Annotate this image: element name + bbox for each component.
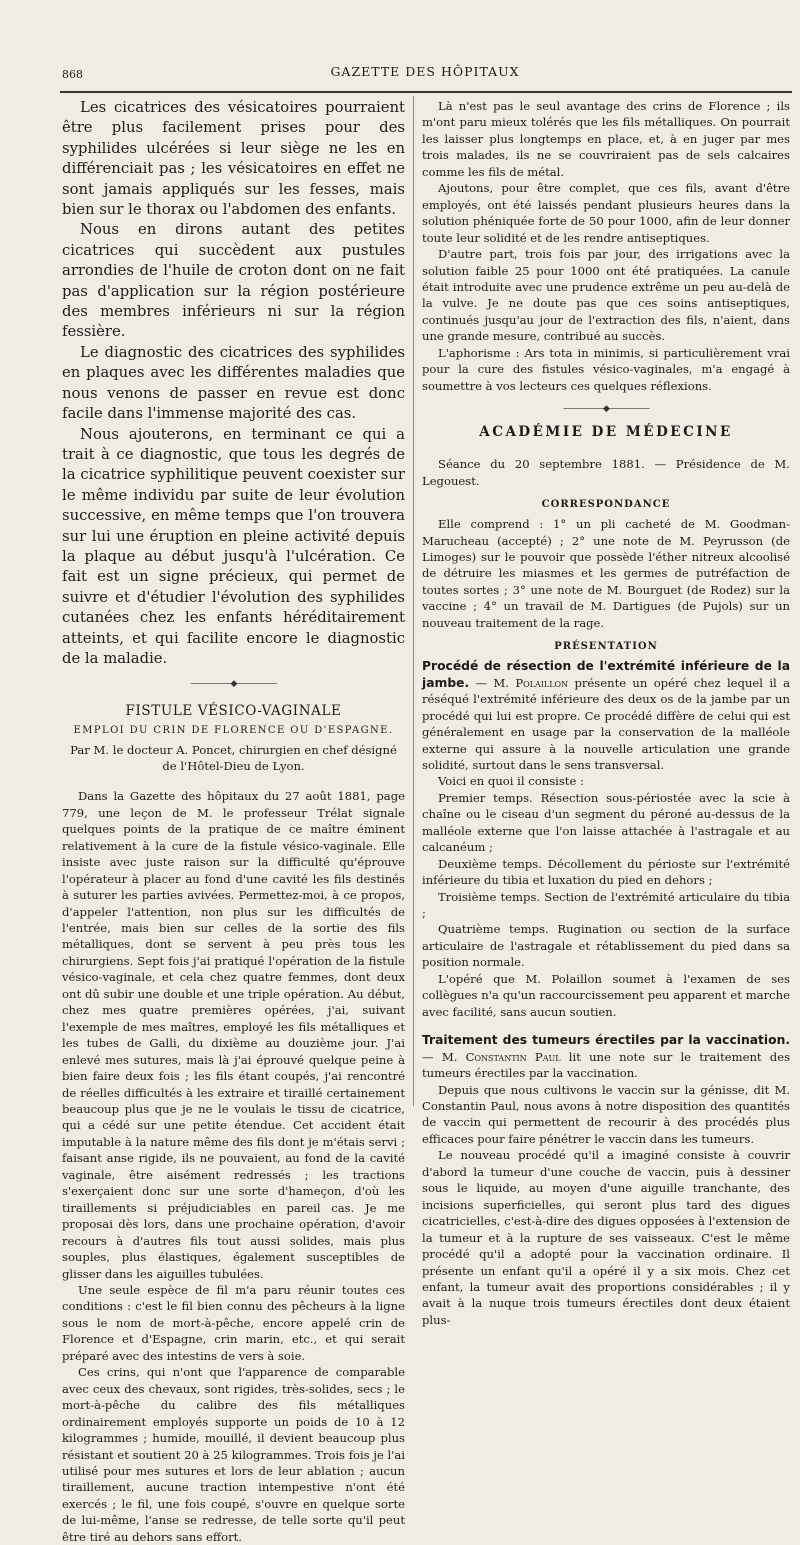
- section-title: ACADÉMIE DE MÉDECINE: [479, 424, 733, 441]
- article-paragraph: Une seule espèce de fil m'a paru réunir toutes ces conditions : c'est le fil bien connu des pêcheurs à la ligne sous le nom de mort-à-pêche, encore appelé crin de Florence et d'Espagne, crin marin, etc., et qui serait préparé avec des intestins de vers à soie.: [62, 1282, 405, 1363]
- article-paragraph: Ajoutons, pour être complet, que ces fils, avant d'être employés, ont été laissés pendant plusieurs heures dans la solution phéniquée forte de 50 pour 1000, afin de leur donner toute leur solidité et de les rendre antiseptiques.: [422, 181, 790, 245]
- presentation-body: [422, 658, 790, 1328]
- tumor-title: Traitement des tumeurs érectiles par la vaccination.: [422, 1033, 790, 1048]
- intro-paragraph: Nous ajouterons, en terminant ce qui a trait à ce diagnostic, que tous les degrés de la cicatrice syphilitique peuvent coexister sur le même individu par suite de leur évolution successive, en même temps que l'on trouvera sur lui une éruption en pleine activité depuis la plaque au début jusqu'à l'ulcération. Ce fait est un signe précieux, qui permet de suivre et d'étudier l'évolution des syphilides cutanées chez les enfants héréditairement atteints, et qui facilite encore le diagnostic de la maladie.: [62, 425, 405, 667]
- procedure-step: Quatrième temps. Rugination ou section de la surface articulaire de l'astragale et rétablissement du pied dans sa position normale.: [422, 922, 790, 970]
- procedure-step: Troisième temps. Section de l'extrémité articulaire du tibia ;: [422, 889, 790, 921]
- procedure-paragraph: Procédé de résection de l'extrémité inférieure de la jambe. — M. Polaillon présente un opéré chez lequel il a réséqué l'extrémité inférieure des deux os de la jambe par un procédé qui lui est propre. Ce procédé diffère de celui qui est généralement en usage par la conservation de la malléole externe qui assure à la nouvelle articulation une grande solidité, surtout dans le sens transversal.: [422, 659, 791, 772]
- procedure-title: Procédé de résection de l'extrémité inférieure de la jambe.: [422, 659, 790, 690]
- running-title: GAZETTE DES HÔPITAUX: [330, 64, 520, 79]
- intro-paragraph: Nous en dirons autant des petites cicatrices qui succèdent aux pustules arrondies de l'huile de croton dont on ne fait pas d'application sur la région postérieure des membres inférieurs ni sur la région fessière.: [62, 221, 405, 341]
- correspondance-heading: CORRESPONDANCE: [541, 499, 671, 511]
- procedure-step: Premier temps. Résection sous-périostée avec la scie à chaîne ou le ciseau d'un segment du péroné au-dessus de la malléole externe que l'on laisse attachée à l'astragale et au calcanéum ;: [422, 790, 790, 855]
- article-continuation: [422, 98, 790, 394]
- page-header: [60, 60, 790, 88]
- tumor-body-paragraph: Depuis que nous cultivons le vaccin sur la génisse, dit M. Constantin Paul, nous avons à notre disposition des quantités de vaccin qui permettent de recourir à des procédés plus efficaces pour faire pénétrer le vaccin dans les tumeurs.: [422, 1082, 790, 1146]
- tumor-author: M. Constantin Paul: [441, 1049, 561, 1064]
- session-line: Séance du 20 septembre 1881. — Présidence de M. Legouest.: [422, 457, 790, 488]
- header-rule: [60, 91, 792, 93]
- tumor-paragraph: Traitement des tumeurs érectiles par la vaccination. — M. Constantin Paul lit une note sur le traitement des tumeurs érectiles par la vaccination.: [422, 1033, 791, 1081]
- article-body: [62, 788, 405, 1545]
- intro-text: [62, 98, 405, 669]
- tumor-intro: lit une note sur le traitement des tumeurs érectiles par la vaccination.: [422, 1049, 791, 1081]
- separator: —————◆—————: [190, 679, 277, 690]
- page-number: 868: [62, 68, 83, 81]
- presentation-heading: PRÉSENTATION: [554, 641, 658, 653]
- spacer: [422, 1020, 790, 1032]
- article-subtitle: EMPLOI DU CRIN DE FLORENCE OU D'ESPAGNE.: [73, 725, 394, 737]
- left-column: [62, 98, 405, 1545]
- article-paragraph: Là n'est pas le seul avantage des crins de Florence ; ils m'ont paru mieux tolérés que les fils métalliques. On pourrait les laisser plus longtemps en place, et, à en juger par mes trois malades, ils ne se couvriraient pas de sels calcaires comme les fils de métal.: [422, 99, 790, 179]
- separator: —————◆—————: [563, 404, 649, 415]
- article-author: Par M. le docteur A. Poncet, chirurgien en chef désigné de l'Hôtel-Dieu de Lyon.: [70, 743, 397, 774]
- procedure-step: L'opéré que M. Polaillon soumet à l'examen de ses collègues n'a qu'un raccourcissement peu apparent et marche avec facilité, sans aucun soutien.: [422, 971, 790, 1019]
- tumor-body-paragraph: Le nouveau procédé qu'il a imaginé consiste à couvrir d'abord la tumeur d'une couche de vaccin, puis à dessiner sous le liquide, au moyen d'une aiguille tranchante, des incisions superficielles, qui seront plus tard des digues cicatricielles, c'est-à-dire des digues opposées à l'extension de la tumeur et à la rupture de ses vaisseaux. C'est le même procédé qu'il a adopté pour la vaccination ordinaire. Il présente un enfant qu'il a opéré il y a six mois. Chez cet enfant, la tumeur avait des proportions considérables ; il y avait à la nuque trois tumeurs érectiles dont deux étaient plus-: [422, 1148, 790, 1327]
- article-paragraph: D'autre part, trois fois par jour, des irrigations avec la solution faible 25 pour 1000 ont été pratiquées. La canule était introduite avec une prudence extrême un peu au-delà de la vulve. Je ne doute pas que ces soins antiseptiques, continués jusqu'au jour de l'extraction des fils, n'aient, dans une grande mesure, contribué au succès.: [422, 247, 790, 344]
- correspondance-body: [422, 516, 790, 631]
- right-column: [422, 98, 790, 1328]
- procedure-author: M. Polaillon: [493, 675, 569, 690]
- column-divider: [413, 96, 414, 1106]
- intro-paragraph: Les cicatrices des vésicatoires pourraient être plus facilement prises pour des syphilides ulcérées si leur siège ne les en différenciait pas ; les vésicatoires en effet ne sont jamais appliqués sur les fesses, mais bien sur le thorax ou l'abdomen des enfants.: [62, 99, 405, 219]
- intro-paragraph: Le diagnostic des cicatrices des syphilides en plaques avec les différentes maladies que nous venons de passer en revue est donc facile dans l'immense majorité des cas.: [62, 343, 405, 423]
- article-paragraph: Dans la Gazette des hôpitaux du 27 août 1881, page 779, une leçon de M. le professeur Trélat signale quelques points de la pratique de ce maître éminent relativement à la cure de la fistule vésico-vaginale. Elle insiste avec juste raison sur la difficulté qu'éprouve l'opérateur à placer au fond d'une cavité les fils destinés à suturer les parties avivées. Permettez-moi, à ce propos, d'appeler l'attention, non plus sur les difficultés de l'entrée, mais bien sur celles de la sortie des fils métalliques, dont se servent à peu près tous les chirurgiens. Sept fois j'ai pratiqué l'opération de la fistule vésico-vaginale, et cela chez quatre femmes, dont deux ont dû subir une double et une triple opération. Au début, chez mes quatre premières opérées, j'ai, suivant l'exemple de mes maîtres, employé les fils métalliques et les tubes de Galli, du dixième au douzième jour. J'ai enlevé mes sutures, mais là j'ai éprouvé quelque peine à bien faire deux fois ; les fils étant coupés, j'ai rencontré de réelles difficultés à les extraire et tiraillé certainement beaucoup plus que je ne le voulais le tissu de cicatrice, qui a cédé sur une petite étendue. Cet accident était imputable à la nature même des fils dont je m'étais servi ; faisant anse rigide, ils ne pouvaient, au fond de la cavité vaginale, être aisément redressés ; les tractions s'exerçaient donc sur une sorte d'hameçon, d'où les tiraillements si préjudiciables en pareil cas. Je me proposai dès lors, dans une prochaine opération, d'avoir recours à d'autres fils tout aussi solides, mais plus souples, plus élastiques, également susceptibles de glisser dans les aiguilles tubulées.: [62, 789, 405, 1281]
- session-info: [422, 456, 790, 489]
- correspondance-paragraph: Elle comprend : 1° un pli cacheté de M. Goodman-Marucheau (accepté) ; 2° une note de M. Peyrusson (de Limoges) sur le pouvoir que possède l'éther nitreux alcoolisé de détruire les miasmes et les germes de putréfaction de toutes sortes ; 3° une note de M. Bourguet (de Rodez) sur la vaccine ; 4° un travail de M. Dartigues (de Pujols) sur un nouveau traitement de la rage.: [422, 517, 790, 630]
- article-paragraph: L'aphorisme : Ars tota in minimis, si particulièrement vrai pour la cure des fistules vésico-vaginales, m'a engagé à soumettre à vos lecteurs ces quelques réflexions.: [422, 345, 790, 393]
- procedure-intro: présente un opéré chez lequel il a réséqué l'extrémité inférieure des deux os de la jambe par un procédé qui lui est propre. Ce procédé diffère de celui qui est généralement en usage par la conservation de la malléole externe qui assure à la nouvelle articulation une grande solidité, surtout dans le sens transversal.: [422, 675, 791, 772]
- procedure-step: Deuxième temps. Décollement du périoste sur l'extrémité inférieure du tibia et luxation du pied en dehors ;: [422, 856, 790, 888]
- procedure-step: Voici en quoi il consiste :: [438, 774, 584, 789]
- article-title: FISTULE VÉSICO-VAGINALE: [125, 703, 342, 720]
- article-paragraph: Ces crins, qui n'ont que l'apparence de comparable avec ceux des chevaux, sont rigides, très-solides, secs ; le mort-à-pêche du calibre des fils métalliques ordinairement employés supporte un poids de 10 à 12 kilogrammes ; humide, mouillé, il devient beaucoup plus résistant et soutient 20 à 25 kilogrammes. Trois fois je l'ai utilisé pour mes sutures et lors de leur ablation ; aucun tiraillement, aucune traction intempestive n'ont été exercés ; le fil, une fois coupé, s'ouvre en quelque sorte de lui-même, l'anse se redresse, de telle sorte qu'il peut être tiré au dehors sans effort.: [62, 1365, 405, 1544]
